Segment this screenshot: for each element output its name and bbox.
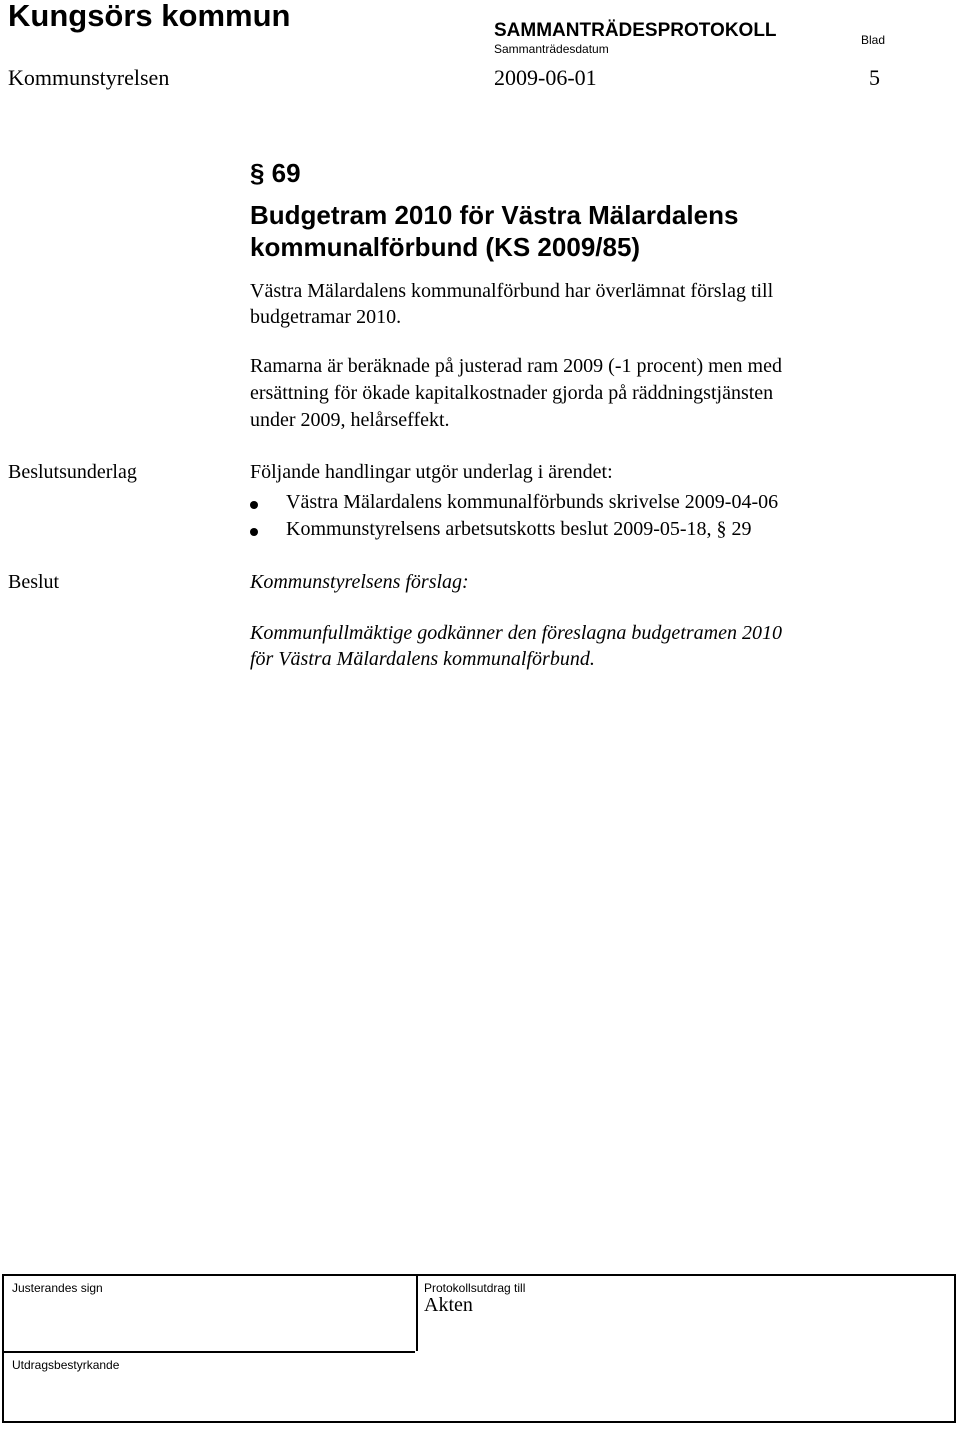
- section-title-line: Budgetram 2010 för Västra Mälardalens: [250, 200, 739, 230]
- table-divider: [4, 1351, 415, 1353]
- paragraph-line: under 2009, helårseffekt.: [250, 409, 450, 431]
- paragraph-line: budgetramar 2010.: [250, 306, 402, 328]
- section-number: § 69: [250, 158, 301, 188]
- decision-label: Beslut: [8, 571, 60, 593]
- paragraph-line: Ramarna är beräknade på justerad ram 2009 (-1 procent) men med: [250, 355, 782, 377]
- footer-signature-table: [2, 1274, 956, 1423]
- justerandes-sign-label: Justerandes sign: [12, 1281, 103, 1295]
- page-number: 5: [869, 65, 880, 90]
- section-title-line: kommunalförbund (KS 2009/85): [250, 232, 641, 262]
- proposal-line: för Västra Mälardalens kommunalförbund.: [250, 648, 595, 670]
- proposal-heading: Kommunstyrelsens förslag:: [250, 571, 469, 593]
- proposal-line: Kommunfullmäktige godkänner den föreslagna budgetramen 2010: [250, 622, 782, 644]
- decision-basis-intro: Följande handlingar utgör underlag i ärendet:: [250, 461, 613, 483]
- protokollsutdrag-label: Protokollsutdrag till: [424, 1281, 526, 1295]
- municipality-name: Kungsörs kommun: [8, 0, 291, 33]
- list-item-text: Kommunstyrelsens arbetsutskotts beslut 2009-05-18, § 29: [286, 518, 752, 540]
- paragraph-line: ersättning för ökade kapitalkostnader gjorda på räddningstjänsten: [250, 382, 774, 404]
- utdragsbestyrkande-label: Utdragsbestyrkande: [12, 1358, 120, 1372]
- meeting-date: 2009-06-01: [494, 65, 597, 90]
- table-divider: [416, 1276, 418, 1351]
- meeting-date-label: Sammanträdesdatum: [494, 42, 609, 56]
- protokollsutdrag-value: Akten: [424, 1294, 473, 1316]
- bullet-icon: [250, 501, 258, 509]
- paragraph-line: Västra Mälardalens kommunalförbund har överlämnat förslag till: [250, 280, 774, 302]
- bullet-icon: [250, 528, 258, 536]
- page-label: Blad: [861, 33, 886, 47]
- list-item-text: Västra Mälardalens kommunalförbunds skrivelse 2009-04-06: [286, 491, 779, 513]
- body-name: Kommunstyrelsen: [8, 65, 170, 90]
- document-type: SAMMANTRÄDESPROTOKOLL: [494, 20, 777, 41]
- decision-basis-label: Beslutsunderlag: [8, 461, 137, 483]
